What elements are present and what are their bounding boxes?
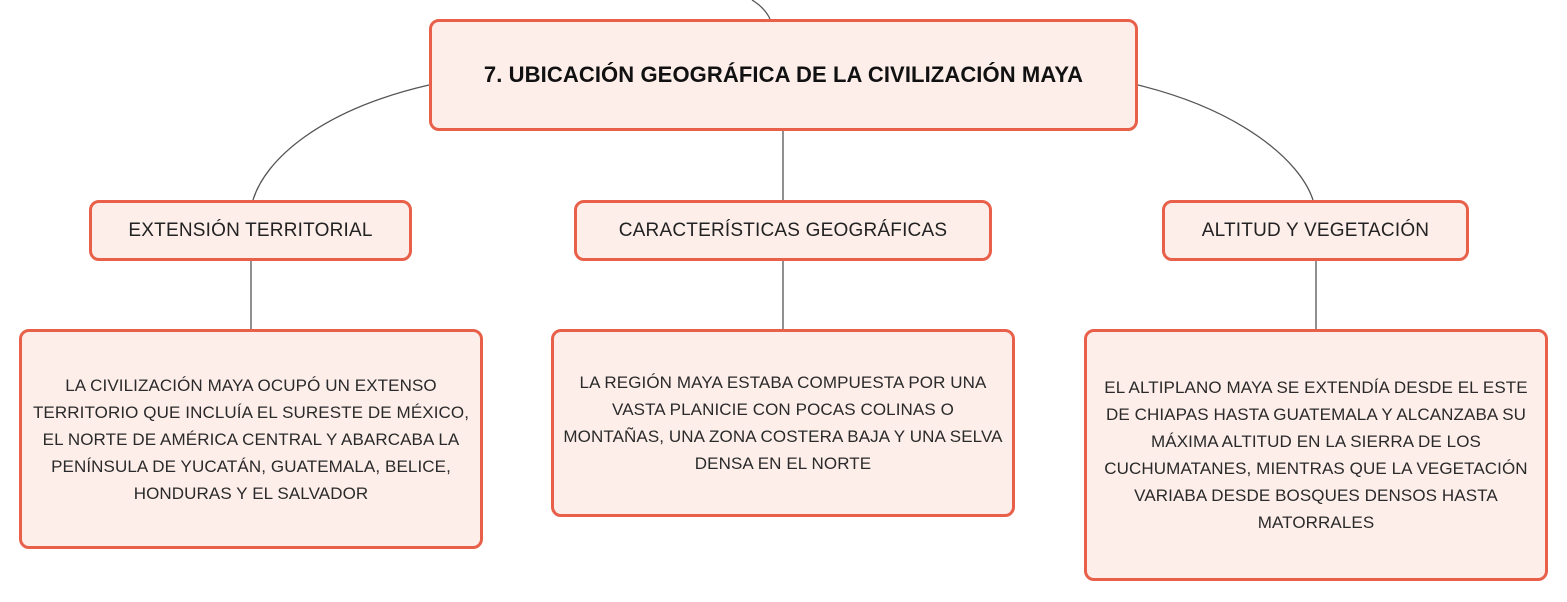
connector-root-to-branch-3 <box>1138 85 1313 200</box>
branch-title: EXTENSIÓN TERRITORIAL <box>128 219 373 241</box>
branch-node-altitud-vegetacion[interactable] <box>1162 200 1469 261</box>
leaf-text: EL ALTIPLANO MAYA SE EXTENDÍA DESDE EL ESTE DE CHIAPAS HASTA GUATEMALA Y ALCANZABA SU MÁXIMA ALTITUD EN LA SIERRA DE LOS CUCHUMATANES, MIENTRAS QUE LA VEGETACIÓN VARIABA DESDE BOSQUES DENSOS HASTA MATORRALES <box>1104 378 1528 532</box>
connector-root-to-branch-1 <box>253 85 429 200</box>
root-title: 7. UBICACIÓN GEOGRÁFICA DE LA CIVILIZACIÓN MAYA <box>483 62 1084 87</box>
branch-node-extension-territorial[interactable] <box>89 200 412 261</box>
root-node[interactable] <box>429 19 1138 131</box>
leaf-node-extension-territorial[interactable] <box>19 329 483 549</box>
branch-title: CARACTERÍSTICAS GEOGRÁFICAS <box>618 219 948 241</box>
leaf-text: LA REGIÓN MAYA ESTABA COMPUESTA POR UNA VASTA PLANICIE CON POCAS COLINAS O MONTAÑAS, UNA ZONA COSTERA BAJA Y UNA SELVA DENSA EN EL NORTE <box>563 373 1003 473</box>
branch-node-caracteristicas-geograficas[interactable] <box>574 200 992 261</box>
connector-parent-to-root <box>752 0 770 19</box>
branch-title: ALTITUD Y VEGETACIÓN <box>1201 219 1430 241</box>
leaf-node-altitud-vegetacion[interactable] <box>1084 329 1548 581</box>
leaf-text: LA CIVILIZACIÓN MAYA OCUPÓ UN EXTENSO TERRITORIO QUE INCLUÍA EL SURESTE DE MÉXICO, EL NORTE DE AMÉRICA CENTRAL Y ABARCABA LA PENÍNSULA DE YUCATÁN, GUATEMALA, BELICE, HONDURAS Y EL SALVADOR <box>32 375 470 503</box>
leaf-node-caracteristicas-geograficas[interactable] <box>551 329 1015 517</box>
